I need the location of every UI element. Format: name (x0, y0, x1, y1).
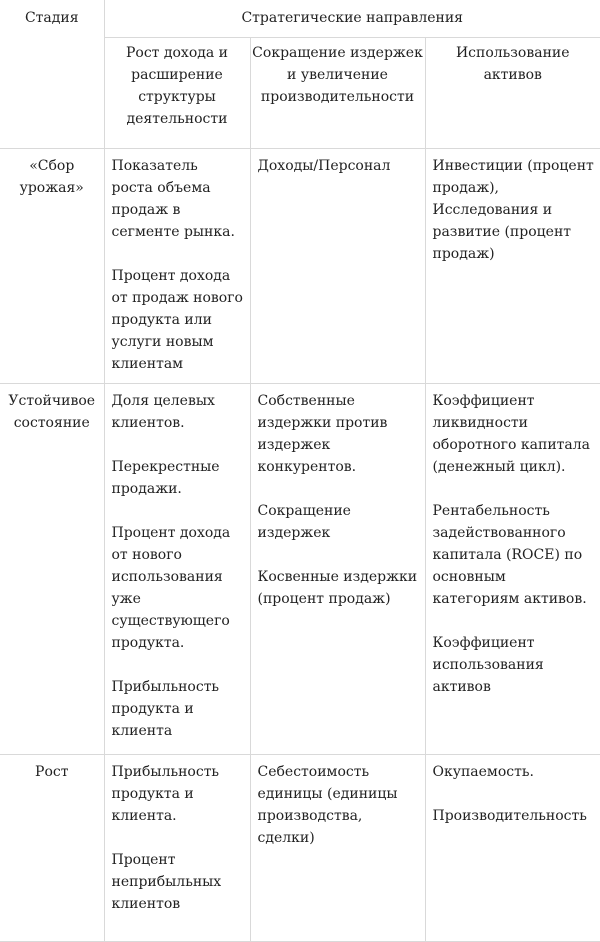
cell-paragraph: Доля целевых клиентов. (111, 393, 215, 431)
table-cell (425, 755, 600, 942)
table-cell (104, 149, 250, 384)
cell-paragraph: Показатель роста объема продаж в сегменте рынка. (111, 158, 235, 240)
header-strategic-directions: Стратегические направления (104, 0, 600, 38)
cell-paragraph: Процент дохода от продаж нового продукта или услуги новым клиентам (111, 268, 243, 372)
cell-paragraph: Коэффициент ликвидности оборотного капитала (денежный цикл). (432, 393, 590, 475)
stage-sustain: Устойчивое состояние (0, 384, 104, 755)
table-cell (250, 149, 425, 384)
cell-paragraph: Процент неприбыльных клиентов (111, 852, 222, 912)
cell-paragraph: Сокращение издержек (257, 503, 351, 541)
table-cell (425, 384, 600, 755)
cell-paragraph: Собственные издержки против издержек конкурентов. (257, 393, 388, 475)
header-cost-reduction: Сокращение издержек и увеличение производительности (250, 38, 425, 149)
cell-paragraph: Коэффициент использования активов (432, 635, 544, 695)
cell-paragraph: Производительность (432, 808, 587, 824)
table-cell (425, 149, 600, 384)
cell-paragraph: Доходы/Персонал (257, 158, 391, 174)
table-row (0, 384, 600, 755)
cell-paragraph: Исследования и развитие (процент продаж) (432, 202, 572, 262)
cell-paragraph: Прибыльность продукта и клиента (111, 679, 220, 739)
cell-paragraph: Косвенные издержки (процент продаж) (257, 569, 418, 607)
header-revenue-growth: Рост дохода и расширение структуры деятельности (104, 38, 250, 149)
header-row (0, 0, 600, 38)
cell-paragraph: Себестоимость единицы (единицы производства, сделки) (257, 764, 398, 846)
table-cell (104, 755, 250, 942)
table-row (0, 755, 600, 942)
header-stage: Стадия (0, 0, 104, 149)
table-cell (104, 384, 250, 755)
table-row (0, 149, 600, 384)
stage-harvest: «Сбор урожая» (0, 149, 104, 384)
table-cell (250, 755, 425, 942)
cell-paragraph: Прибыльность продукта и клиента. (111, 764, 220, 824)
header-asset-utilization: Использование активов (425, 38, 600, 149)
cell-paragraph: Перекрестные продажи. (111, 459, 220, 497)
cell-paragraph: Рентабельность задействованного капитала (ROCE) по основным категориям активов. (432, 503, 587, 607)
cell-paragraph: Инвестиции (процент продаж), (432, 158, 594, 196)
table-cell (250, 384, 425, 755)
cell-paragraph: Процент дохода от нового использования уже существующего продукта. (111, 525, 231, 651)
cell-paragraph: Окупаемость. (432, 764, 534, 780)
stage-growth: Рост (0, 755, 104, 942)
